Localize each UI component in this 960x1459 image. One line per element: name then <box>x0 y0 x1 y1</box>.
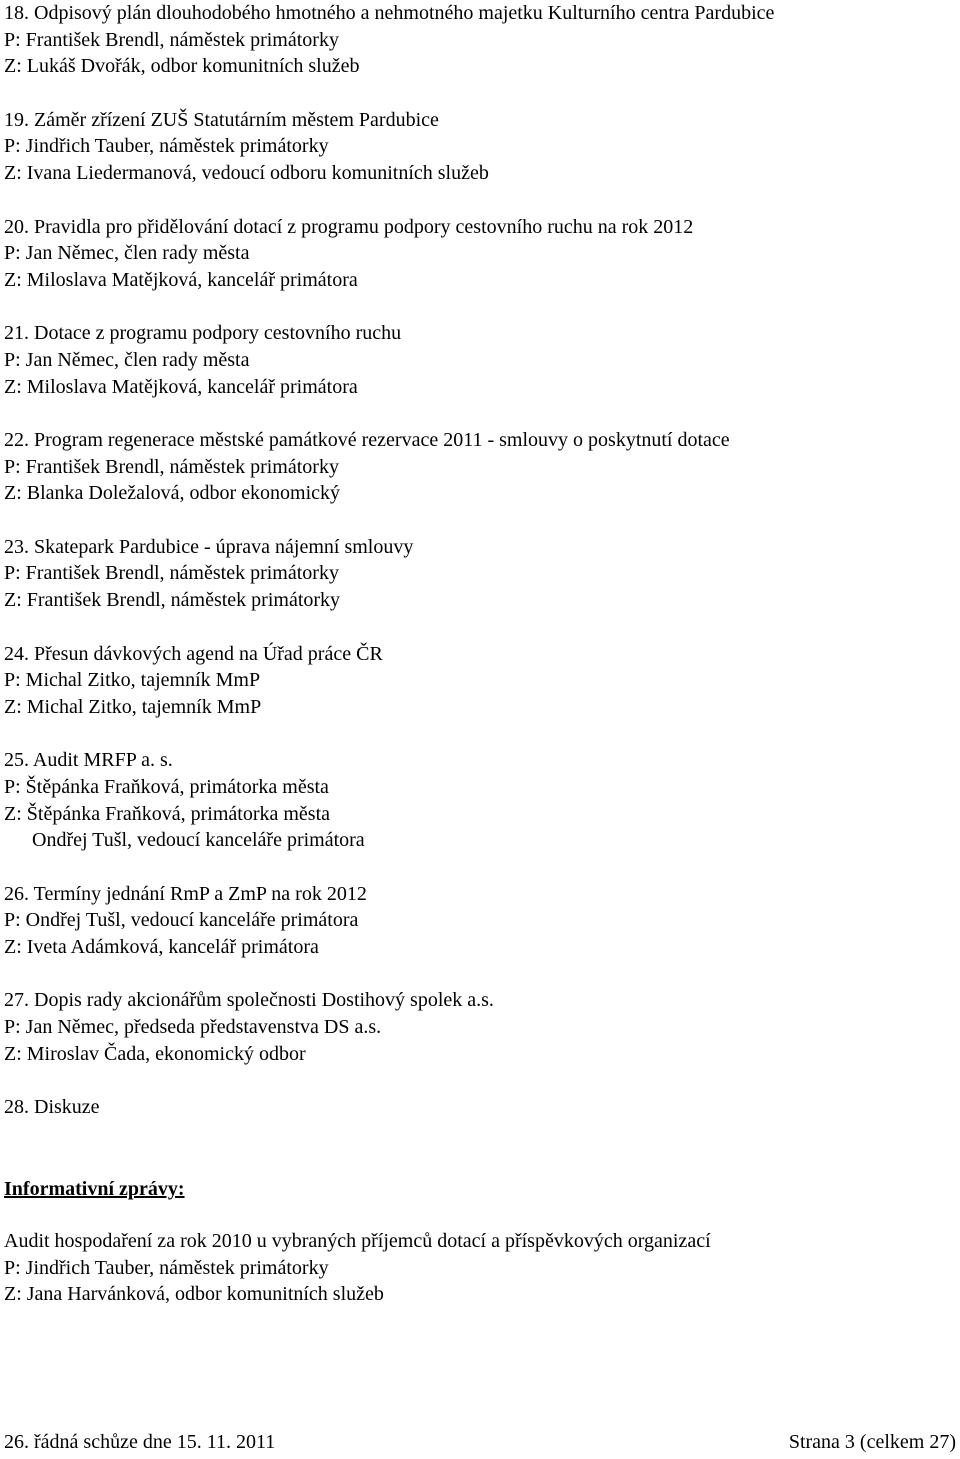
agenda-item-title: 28. Diskuze <box>4 1096 100 1119</box>
agenda-item-27 <box>4 987 954 1067</box>
informative-report-title: Audit hospodaření za rok 2010 u vybraných příjemců dotací a příspěvkových organizací <box>4 1230 711 1252</box>
agenda-item-presenter: P: Jan Němec, člen rady města <box>4 348 250 371</box>
footer-meeting-date: 26. řádná schůze dne 15. 11. 2011 <box>4 1431 276 1453</box>
agenda-item-26 <box>4 881 954 961</box>
agenda-item-25 <box>4 747 954 854</box>
agenda-item-21 <box>4 320 954 400</box>
footer-page-number: Strana 3 (celkem 27) <box>788 1431 956 1453</box>
agenda-item-title: 20. Pravidla pro přidělování dotací z programu podpory cestovního ruchu na rok 2012 <box>4 215 694 238</box>
agenda-item-title: 26. Termíny jednání RmP a ZmP na rok 2012 <box>4 882 367 905</box>
agenda-item-processor: Z: Blanka Doležalová, odbor ekonomický <box>4 482 341 505</box>
agenda-item-presenter: P: František Brendl, náměstek primátorky <box>4 455 339 478</box>
agenda-item-title: 25. Audit MRFP a. s. <box>4 749 173 772</box>
agenda-item-22 <box>4 427 954 507</box>
agenda-item-title: 22. Program regenerace městské památkové rezervace 2011 - smlouvy o poskytnutí dotace <box>4 429 730 451</box>
agenda-item-processor: Z: František Brendl, náměstek primátorky <box>4 589 341 612</box>
agenda-item-28 <box>4 1094 954 1121</box>
agenda-item-presenter: P: František Brendl, náměstek primátorky <box>4 562 339 585</box>
agenda-item-presenter: P: Jan Němec, člen rady města <box>4 242 250 265</box>
agenda-item-18 <box>4 0 954 80</box>
informative-report-processor: Z: Jana Harvánková, odbor komunitních služeb <box>4 1283 384 1306</box>
page-footer <box>4 1429 956 1455</box>
informative-reports-heading: Informativní zprávy: <box>4 1178 185 1200</box>
agenda-item-title: 27. Dopis rady akcionářům společnosti Dostihový spolek a.s. <box>4 989 494 1012</box>
agenda-item-24 <box>4 641 954 721</box>
agenda-item-processor: Z: Miloslava Matějková, kancelář primátora <box>4 375 358 398</box>
informative-report-item <box>4 1228 711 1308</box>
agenda-item-processor: Z: Lukáš Dvořák, odbor komunitních služeb <box>4 55 360 78</box>
agenda-item-title: 18. Odpisový plán dlouhodobého hmotného a nehmotného majetku Kulturního centra Pardubice <box>4 2 775 24</box>
agenda-item-processor: Z: Miroslav Čada, ekonomický odbor <box>4 1042 306 1065</box>
agenda-item-processor: Z: Ivana Liedermanová, vedoucí odboru komunitních služeb <box>4 162 489 185</box>
agenda-item-title: 23. Skatepark Pardubice - úprava nájemní smlouvy <box>4 535 414 558</box>
agenda-item-presenter: P: Jan Němec, předseda představenstva DS a.s. <box>4 1016 382 1039</box>
agenda-item-presenter: P: František Brendl, náměstek primátorky <box>4 28 339 51</box>
agenda-item-presenter: P: Štěpánka Fraňková, primátorka města <box>4 775 329 798</box>
agenda-item-23 <box>4 534 954 614</box>
agenda-item-presenter: P: Michal Zitko, tajemník MmP <box>4 669 261 692</box>
agenda-item-presenter: P: Jindřich Tauber, náměstek primátorky <box>4 135 329 158</box>
agenda-item-processor: Z: Štěpánka Fraňková, primátorka města <box>4 802 331 825</box>
agenda-item-processor-extra: Ondřej Tušl, vedoucí kanceláře primátora <box>32 829 365 852</box>
agenda-item-19 <box>4 107 954 187</box>
agenda-item-title: 21. Dotace z programu podpory cestovního ruchu <box>4 322 402 345</box>
document-page <box>4 0 954 1121</box>
agenda-item-20 <box>4 214 954 294</box>
agenda-item-title: 24. Přesun dávkových agend na Úřad práce ČR <box>4 642 383 665</box>
agenda-item-processor: Z: Iveta Adámková, kancelář primátora <box>4 936 319 959</box>
agenda-item-processor: Z: Miloslava Matějková, kancelář primátora <box>4 268 358 291</box>
agenda-item-presenter: P: Ondřej Tušl, vedoucí kanceláře primátora <box>4 909 359 932</box>
agenda-item-title: 19. Záměr zřízení ZUŠ Statutárním městem Pardubice <box>4 108 439 131</box>
agenda-item-processor: Z: Michal Zitko, tajemník MmP <box>4 695 262 718</box>
informative-report-presenter: P: Jindřich Tauber, náměstek primátorky <box>4 1256 329 1279</box>
